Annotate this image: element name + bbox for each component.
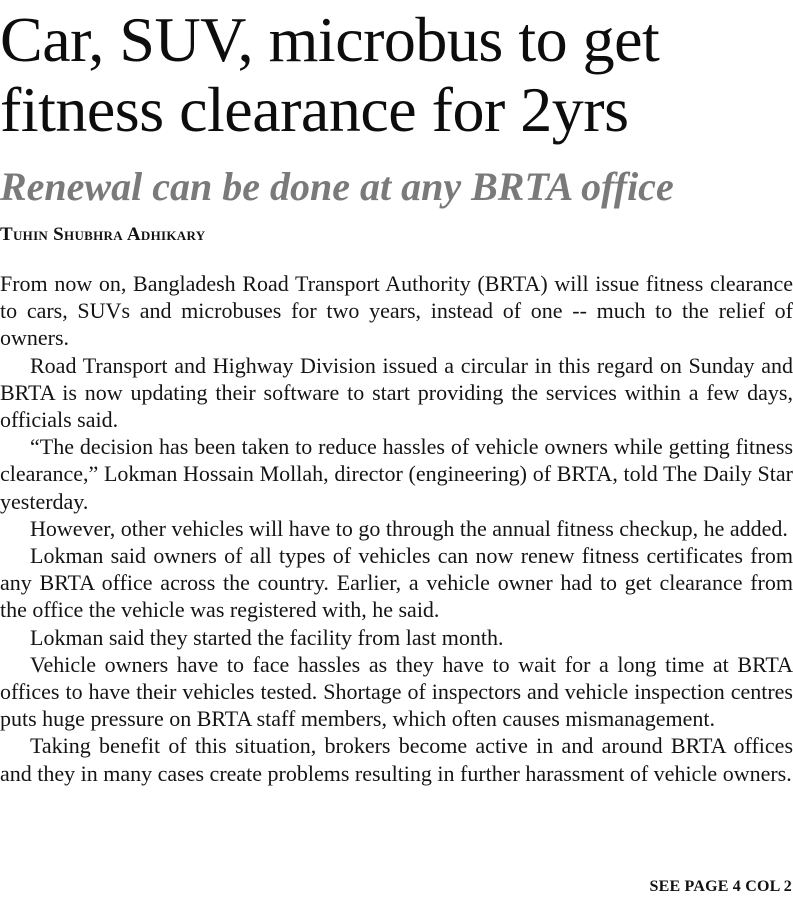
paragraph-4: However, other vehicles will have to go through the annual fitness checkup, he added. [30, 515, 788, 541]
paragraph-3: “The decision has been taken to reduce hassles of vehicle owners while getting fitness clearance,” Lokman Hossain Mollah, director (engineering) of BRTA, told The Daily Star yesterday. [0, 434, 793, 514]
paragraph-2: Road Transport and Highway Division issued a circular in this regard on Sunday and BRTA is now updating their software to start providing the services within a few days, officials said. [0, 352, 793, 433]
continued-on-page-note: SEE PAGE 4 COL 2 [649, 878, 792, 895]
paragraph-7: Vehicle owners have to face hassles as they have to wait for a long time at BRTA offices to have their vehicles tested. Shortage of inspectors and vehicle inspection centres puts huge pressure on BRTA staff members, which often causes mismanagement. [0, 651, 793, 732]
byline: Tuhin Shubhra Adhikary [0, 224, 206, 245]
paragraph-5: Lokman said owners of all types of vehicles can now renew fitness certificates from any BRTA office across the country. Earlier, a vehicle owner had to get clearance from the office the vehicle was registered with, he said. [0, 543, 793, 623]
article-body [0, 270, 793, 787]
paragraph-6: Lokman said they started the facility from last month. [30, 624, 504, 650]
headline [0, 5, 793, 145]
paragraph-1: From now on, Bangladesh Road Transport Authority (BRTA) will issue fitness clearance to cars, SUVs and microbuses for two years, instead of one -- much to the relief of owners. [0, 271, 793, 351]
headline-line-1: Car, SUV, microbus to get [0, 4, 660, 75]
headline-line-2: fitness clearance for 2yrs [0, 74, 629, 145]
paragraph-8: Taking benefit of this situation, brokers become active in and around BRTA offices and they in many cases create problems resulting in further harassment of vehicle owners. [0, 733, 793, 786]
subheadline: Renewal can be done at any BRTA office [0, 164, 674, 209]
